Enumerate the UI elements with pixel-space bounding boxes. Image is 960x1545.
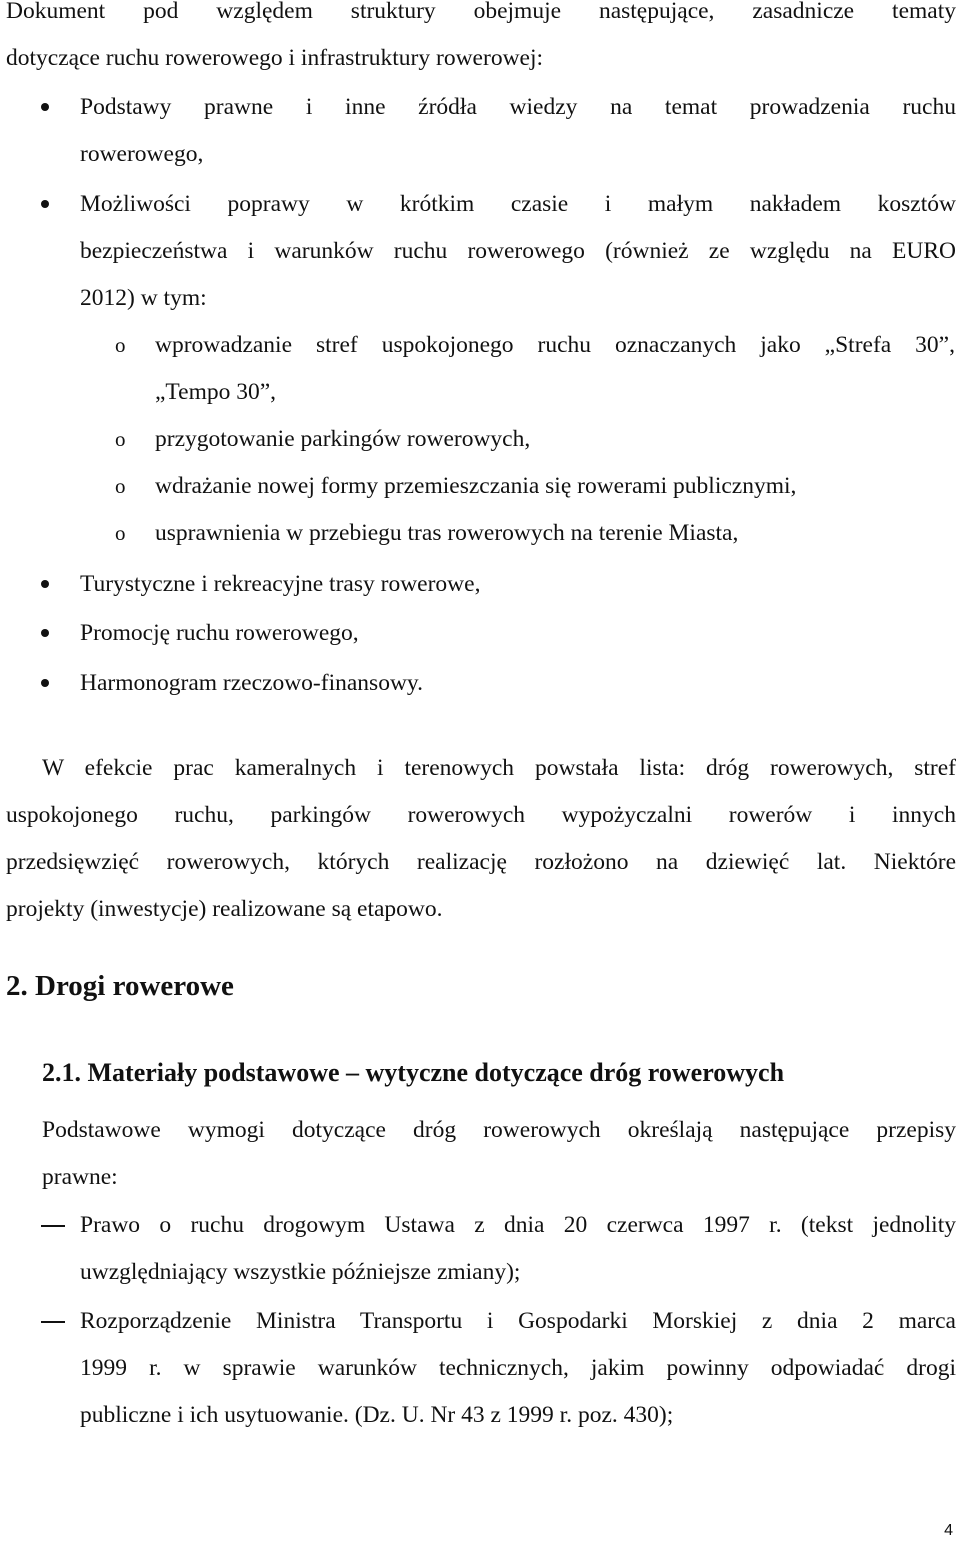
subtopic-text [155,463,955,510]
subtopic-text [155,510,955,557]
intro-paragraph [6,0,956,82]
topic-line: Możliwości poprawy w krótkim czasie i małym nakładem kosztów [80,191,956,217]
page-number: 4 [944,1522,953,1539]
bullet-icon [41,629,49,637]
subtopic-line: wdrażanie nowej formy przemieszczania się rowerami publicznymi, [155,473,797,499]
effect-line: przedsięwzięć rowerowych, których realizację rozłożono na dziewięć lat. Niektóre [6,849,956,875]
regulation-text [80,1298,956,1439]
subtopic-line: „Tempo 30”, [155,379,277,405]
regulation-line: publiczne i ich usytuowanie. (Dz. U. Nr 43 z 1999 r. poz. 430); [80,1402,674,1428]
topic-line: bezpieczeństwa i warunków ruchu rowerowego (również ze względu na EURO [80,238,956,264]
bullet-icon [41,200,49,208]
subtopic-line: przygotowanie parkingów rowerowych, [155,426,531,452]
circle-bullet-icon: o [115,427,126,451]
subtopic-text [155,416,955,463]
effect-line: W efekcie prac kameralnych i terenowych powstała lista: dróg rowerowych, stref [42,755,956,781]
topic-text [80,561,956,608]
section-paragraph-line: prawne: [42,1164,118,1190]
dash-bullet-icon [41,1225,65,1227]
bullet-icon [41,580,49,588]
regulation-line: uwzględniający wszystkie późniejsze zmiany); [80,1259,521,1285]
topic-line: Podstawy prawne i inne źródła wiedzy na temat prowadzenia ruchu [80,94,956,120]
section-paragraph-line: Podstawowe wymogi dotyczące dróg rowerowych określają następujące przepisy [42,1117,956,1143]
subsection-heading: 2.1. Materiały podstawowe – wytyczne dotyczące dróg rowerowych [42,1058,785,1087]
circle-bullet-icon: o [115,521,126,545]
circle-bullet-icon: o [115,474,126,498]
topic-text [80,660,956,707]
regulation-text [80,1202,956,1296]
regulation-line: 1999 r. w sprawie warunków technicznych, jakim powinny odpowiadać drogi [80,1355,956,1381]
intro-line: Dokument pod względem struktury obejmuje następujące, zasadnicze tematy [6,0,956,24]
section-paragraph [42,1107,956,1201]
topic-text [80,181,956,322]
topic-line: Turystyczne i rekreacyjne trasy rowerowe, [80,571,481,597]
topic-line: 2012) w tym: [80,285,207,311]
subtopic-text [155,322,955,416]
circle-bullet-icon: o [115,333,126,357]
bullet-icon [41,103,49,111]
topic-text [80,610,956,657]
regulation-line: Rozporządzenie Ministra Transportu i Gospodarki Morskiej z dnia 2 marca [80,1308,956,1334]
topic-text [80,84,956,178]
effect-line: projekty (inwestycje) realizowane są etapowo. [6,896,443,922]
effect-line: uspokojonego ruchu, parkingów rowerowych wypożyczalni rowerów i innych [6,802,956,828]
topic-line: Harmonogram rzeczowo-finansowy. [80,670,424,696]
subtopic-line: usprawnienia w przebiegu tras rowerowych na terenie Miasta, [155,520,739,546]
topic-line: rowerowego, [80,141,204,167]
regulation-line: Prawo o ruchu drogowym Ustawa z dnia 20 czerwca 1997 r. (tekst jednolity [80,1212,956,1238]
bullet-icon [41,679,49,687]
effect-paragraph [6,745,956,933]
topic-line: Promocję ruchu rowerowego, [80,620,359,646]
dash-bullet-icon [41,1321,65,1323]
section-heading: 2. Drogi rowerowe [6,970,234,1002]
subtopic-line: wprowadzanie stref uspokojonego ruchu oznaczanych jako „Strefa 30”, [155,332,955,358]
intro-line: dotyczące ruchu rowerowego i infrastruktury rowerowej: [6,45,544,71]
